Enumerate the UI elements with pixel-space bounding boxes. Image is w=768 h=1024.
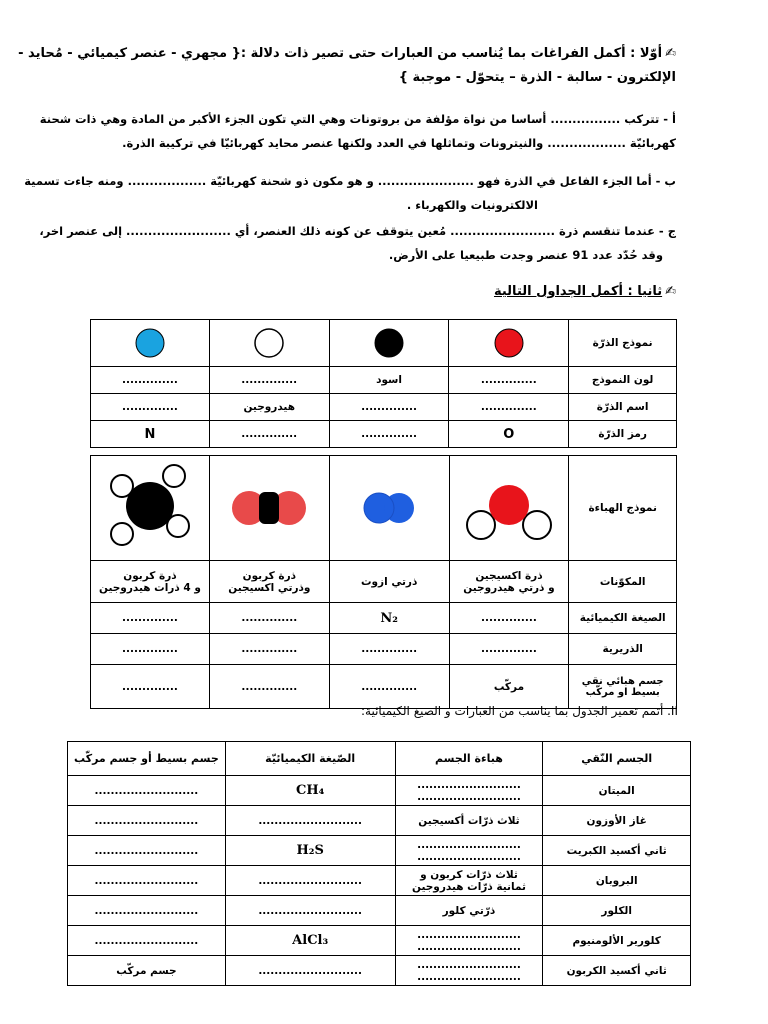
atom-model-cell (449, 320, 569, 367)
formula-cell-text: .......................... (258, 904, 363, 917)
hydrogen-atom-model (249, 325, 289, 361)
particle-line: .......................... (417, 970, 521, 983)
table-row (91, 561, 677, 603)
carbon-dioxide-molecule-model (219, 483, 319, 533)
kind-cell-text: .......................... (94, 814, 199, 827)
atom-model-cell (209, 320, 329, 367)
pen-icon: ✍ (665, 284, 676, 299)
particle-cell (395, 776, 543, 806)
methane-molecule-model (100, 460, 200, 556)
table-cell (209, 561, 329, 603)
table-cell: O (449, 421, 569, 448)
particle-line: ثلاث ذرّات أكسيجين (418, 814, 520, 827)
particle-line: .......................... (417, 778, 521, 791)
table-cell: .............. (91, 665, 210, 709)
table-cell: .............. (209, 421, 329, 448)
paragraph-a-line2: كهربائيّة .................. والنيترونات وتماثلها في العدد ولكنها عنصر محايد كهربائيّا في تركيبة الذرة. (122, 136, 676, 150)
formula-cell (225, 956, 395, 986)
substance-cell-text: ثاني أكسيد الكربون (566, 964, 667, 977)
formula-cell-text: .......................... (258, 874, 363, 887)
kind-cell (68, 806, 226, 836)
column-header: الجسم النّقي (543, 742, 691, 776)
row-label: لون النموذج (569, 367, 677, 394)
table-row (91, 603, 677, 634)
table-cell (329, 561, 449, 603)
atom-model-cell (91, 320, 210, 367)
kind-cell (68, 866, 226, 896)
particle-line: .......................... (417, 958, 521, 971)
substance-cell-text: كلورير الألومنيوم (572, 934, 661, 947)
particle-line: ذرّتي كلور (442, 904, 496, 917)
substance-cell-text: ثاني أكسيد الكبريت (566, 844, 667, 857)
formula-cell (225, 926, 395, 956)
column-header: الصّيغة الكيميائيّة (225, 742, 395, 776)
table-row (91, 394, 677, 421)
row-label: المكوّنات (569, 561, 677, 603)
component-line: وذرتي اكسيجين (228, 581, 311, 594)
component-line: و ذرتي هيدروجين (463, 581, 555, 594)
table-cell: مركّب (449, 665, 569, 709)
molecule-model-cell (91, 456, 210, 561)
table-row (68, 836, 691, 866)
section3-title: II. أتمم تعمير الجدول بما يناسب من العبارات و الصيغ الكيميائية: (360, 704, 678, 718)
substance-cell (543, 776, 691, 806)
table-row (68, 866, 691, 896)
particle-line: .......................... (417, 838, 521, 851)
formula-cell-text: H₂S (296, 843, 324, 858)
substance-cell (543, 806, 691, 836)
table-cell: .............. (91, 603, 210, 634)
substance-cell-text: الكلور (601, 904, 632, 917)
row-label: جسم هبائي نقي بسيط او مركّب (569, 665, 677, 709)
formula-cell (225, 896, 395, 926)
pure-substances-table (67, 741, 691, 986)
table-cell: .............. (449, 367, 569, 394)
kind-cell (68, 956, 226, 986)
table-cell: .............. (209, 665, 329, 709)
kind-cell-text: .......................... (94, 874, 199, 887)
particle-line: .......................... (417, 940, 521, 953)
substance-cell (543, 836, 691, 866)
particle-cell (395, 956, 543, 986)
water-molecule-model (459, 473, 559, 543)
table-cell: .............. (329, 665, 449, 709)
particle-line: .......................... (417, 790, 521, 803)
kind-cell-text: .......................... (94, 934, 199, 947)
formula-cell-text: CH₄ (296, 783, 325, 798)
atom-model-cell (329, 320, 449, 367)
row-label: رمز الذرّة (569, 421, 677, 448)
pen-icon: ✍ (665, 46, 676, 61)
column-header: هباءة الجسم (395, 742, 543, 776)
kind-cell-text: .......................... (94, 784, 199, 797)
oxygen-atom-model (489, 325, 529, 361)
table-cell: N (91, 421, 210, 448)
substance-cell (543, 866, 691, 896)
particle-line: ثمانية ذرّات هيدروجين (412, 880, 526, 893)
kind-cell-text: جسم مركّب (116, 964, 177, 977)
paragraph-c-line1: ج - عندما تنقسم ذرة ........................ مُعين يتوقف عن كونه ذلك العنصر، أي ........................ إلى عنصر اخر، (39, 224, 676, 238)
row-label: اسم الذرّة (569, 394, 677, 421)
molecule-model-cell (449, 456, 569, 561)
row-label: نموذج الهباءة (569, 456, 677, 561)
table-cell: .............. (329, 634, 449, 665)
substance-cell (543, 956, 691, 986)
table-row (91, 320, 677, 367)
particle-cell (395, 926, 543, 956)
kind-cell (68, 896, 226, 926)
column-header: جسم بسيط أو جسم مركّب (68, 742, 226, 776)
table-row (91, 665, 677, 709)
formula-cell (225, 806, 395, 836)
molecules-table (90, 455, 677, 709)
molecule-model-cell (329, 456, 449, 561)
kind-cell-text: .......................... (94, 904, 199, 917)
table-row (91, 634, 677, 665)
particle-line: .......................... (417, 850, 521, 863)
table-cell: .............. (449, 394, 569, 421)
component-line: ذرة اكسيجين (475, 569, 543, 582)
formula-cell-text: AlCl₃ (292, 933, 329, 948)
formula-cell (225, 866, 395, 896)
table-cell: .............. (209, 367, 329, 394)
table-row (91, 421, 677, 448)
table-cell: .............. (329, 394, 449, 421)
table-header-row (68, 742, 691, 776)
table-row (68, 926, 691, 956)
kind-cell-text: .......................... (94, 844, 199, 857)
component-line: ذرة كربون (123, 569, 177, 582)
table-row (68, 776, 691, 806)
table-cell: .............. (91, 394, 210, 421)
table-cell: هيدروجين (209, 394, 329, 421)
section1-heading-cont: الإلكترون - سالبة - الذرة – يتحوّل - موجبة } (398, 70, 676, 85)
table-cell: .............. (91, 634, 210, 665)
paragraph-c-line2: وقد حُدّد عدد 91 عنصر وجدت طبيعيا على الأرض. (388, 248, 663, 262)
component-line: و 4 ذرات هيدروجين (99, 581, 201, 594)
particle-line: .......................... (417, 928, 521, 941)
section1-heading (18, 46, 676, 61)
table-row (68, 956, 691, 986)
table-cell: .............. (449, 603, 569, 634)
formula-cell (225, 776, 395, 806)
molecule-model-cell (209, 456, 329, 561)
kind-cell (68, 836, 226, 866)
substance-cell-text: البروبان (595, 874, 638, 887)
table-row (68, 806, 691, 836)
paragraph-b-line1: ب - أما الجزء الفاعل في الذرة فهو ...................... و هو مكون ذو شحنة كهربائيّة .................. ومنه جاءت تسمية (24, 174, 676, 188)
carbon-atom-model (369, 325, 409, 361)
particle-line: ثلاث ذرّات كربون و (420, 868, 518, 881)
row-label: نموذج الذرّة (569, 320, 677, 367)
section2-heading (494, 284, 676, 299)
section2-heading-text: ثانيا : أكمل الجداول التالية (493, 284, 663, 299)
nitrogen-atom-model (130, 325, 170, 361)
substance-cell-text: غاز الأوزون (586, 814, 647, 827)
formula-cell-text: .......................... (258, 814, 363, 827)
table-cell: N₂ (329, 603, 449, 634)
formula-cell (225, 836, 395, 866)
substance-cell (543, 896, 691, 926)
particle-cell (395, 896, 543, 926)
atoms-table (90, 319, 677, 448)
table-cell: اسود (329, 367, 449, 394)
row-label: الذريرية (569, 634, 677, 665)
component-line: ذرة كربون (242, 569, 297, 582)
table-cell: .............. (91, 367, 210, 394)
table-row (91, 367, 677, 394)
kind-cell (68, 926, 226, 956)
paragraph-a-line1: أ - تتركب ................ أساسا من نواة مؤلفة من بروتونات وهي التي تكون الجزء الأكبر من المادة وهي ذات شحنة (39, 112, 676, 126)
formula-cell-text: .......................... (258, 964, 363, 977)
nitrogen-molecule-model (349, 483, 429, 533)
kind-cell (68, 776, 226, 806)
row-label: الصيغة الكيميائية (569, 603, 677, 634)
section1-heading-text: أوّلا : أكمل الفراغات بما يُناسب من العبارات حتى تصير ذات دلالة :{ مجهري - عنصر كيميائي - مُحايد - (18, 46, 663, 61)
substance-cell (543, 926, 691, 956)
table-cell: .............. (329, 421, 449, 448)
particle-cell (395, 836, 543, 866)
substance-cell-text: الميتان (598, 784, 635, 797)
table-cell: .............. (209, 603, 329, 634)
table-row (91, 456, 677, 561)
paragraph-b-line2: الالكترونيات والكهرباء . (406, 198, 538, 212)
table-cell: .............. (449, 634, 569, 665)
table-row (68, 896, 691, 926)
particle-cell (395, 866, 543, 896)
table-cell: .............. (209, 634, 329, 665)
table-cell (449, 561, 569, 603)
table-cell (91, 561, 210, 603)
particle-cell (395, 806, 543, 836)
component-line: ذرتي ازوت (360, 575, 418, 588)
